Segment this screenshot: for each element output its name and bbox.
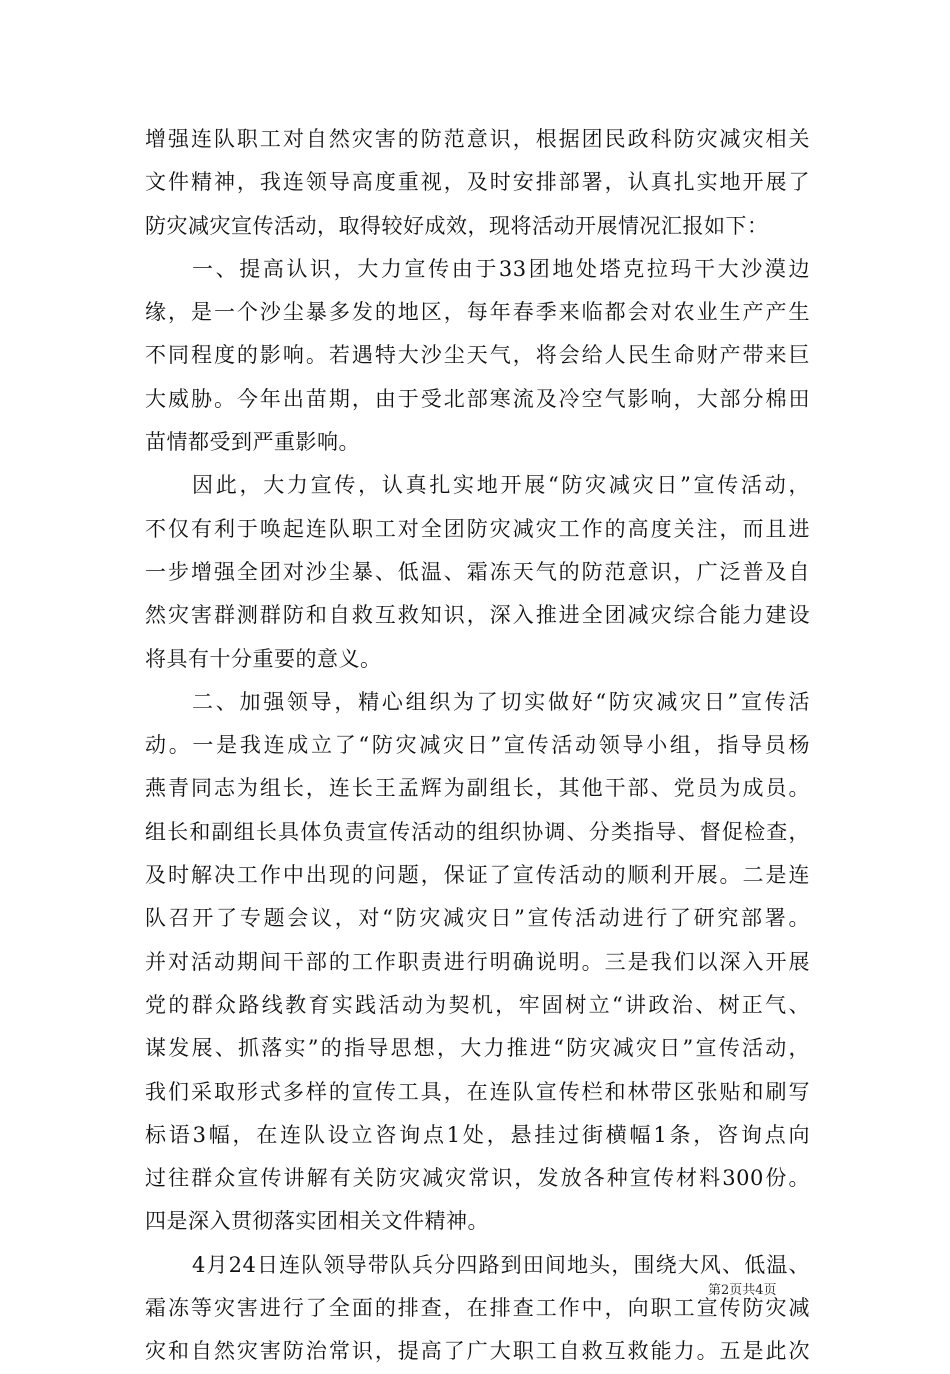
text-line: 霜冻等灾害进行了全面的排查，在排查工作中，向职工宣传防灾减 (145, 1296, 810, 1321)
text-line: 四是深入贯彻落实团相关文件精神。 (145, 1209, 489, 1234)
page-footer: 第2页共4页 (708, 1283, 777, 1298)
text-line: 不仅有利于唤起连队职工对全团防灾减灾工作的高度关注，而且进 (145, 516, 810, 541)
text-line: 大威胁。今年出苗期，由于受北部寒流及冷空气影响，大部分棉田 (145, 386, 810, 411)
text-line: 苗情都受到严重影响。 (145, 430, 360, 455)
text-line: 缘，是一个沙尘暴多发的地区，每年春季来临都会对农业生产产生 (145, 300, 810, 325)
text-line: 防灾减灾宣传活动，取得较好成效，现将活动开展情况汇报如下： (145, 213, 769, 238)
paragraph (145, 248, 810, 464)
text-line: 并对活动期间干部的工作职责进行明确说明。三是我们以深入开展 (145, 949, 810, 974)
paragraph (145, 118, 810, 248)
document-body (145, 118, 810, 1374)
text-line: 增强连队职工对自然灾害的防范意识，根据团民政科防灾减灾相关 (145, 127, 810, 151)
text-line: 不同程度的影响。若遇特大沙尘天气，将会给人民生命财产带来巨 (145, 343, 810, 368)
paragraph (145, 681, 810, 1244)
text-line: 一步增强全团对沙尘暴、低温、霜冻天气的防范意识，广泛普及自 (145, 559, 810, 584)
text-line: 文件精神，我连领导高度重视，及时安排部署，认真扎实地开展了 (145, 170, 810, 195)
paragraph (145, 1244, 810, 1374)
text-line: 党的群众路线教育实践活动为契机，牢固树立“讲政治、树正气、 (145, 992, 810, 1017)
text-line: 动。一是我连成立了“防灾减灾日”宣传活动领导小组，指导员杨 (145, 733, 810, 758)
text-line: 二、加强领导，精心组织为了切实做好“防灾减灾日”宣传活 (192, 689, 810, 714)
text-line: 因此，大力宣传，认真扎实地开展“防灾减灾日”宣传活动， (192, 473, 810, 498)
text-line: 4月24日连队领导带队兵分四路到田间地头，围绕大风、低温、 (192, 1252, 810, 1277)
text-line: 一、提高认识，大力宣传由于33团地处塔克拉玛干大沙漠边 (192, 256, 810, 281)
text-line: 我们采取形式多样的宣传工具，在连队宣传栏和林带区张贴和刷写 (145, 1079, 810, 1104)
text-line: 然灾害群测群防和自救互救知识，深入推进全团减灾综合能力建设 (145, 603, 810, 628)
text-line: 灾和自然灾害防治常识，提高了广大职工自救互救能力。五是此次 (145, 1339, 810, 1364)
text-line: 谋发展、抓落实”的指导思想，大力推进“防灾减灾日”宣传活动， (145, 1036, 810, 1061)
paragraph (145, 464, 810, 680)
text-line: 组长和副组长具体负责宣传活动的组织协调、分类指导、督促检查， (145, 819, 810, 844)
text-line: 及时解决工作中出现的问题，保证了宣传活动的顺利开展。二是连 (145, 863, 810, 888)
text-line: 燕青同志为组长，连长王孟辉为副组长，其他干部、党员为成员。 (145, 776, 810, 801)
text-line: 标语3幅，在连队设立咨询点1处，悬挂过街横幅1条，咨询点向 (145, 1122, 810, 1147)
text-line: 将具有十分重要的意义。 (145, 646, 382, 671)
text-line: 过往群众宣传讲解有关防灾减灾常识，发放各种宣传材料300份。 (145, 1166, 810, 1191)
text-line: 队召开了专题会议，对“防灾减灾日”宣传活动进行了研究部署。 (145, 906, 810, 931)
